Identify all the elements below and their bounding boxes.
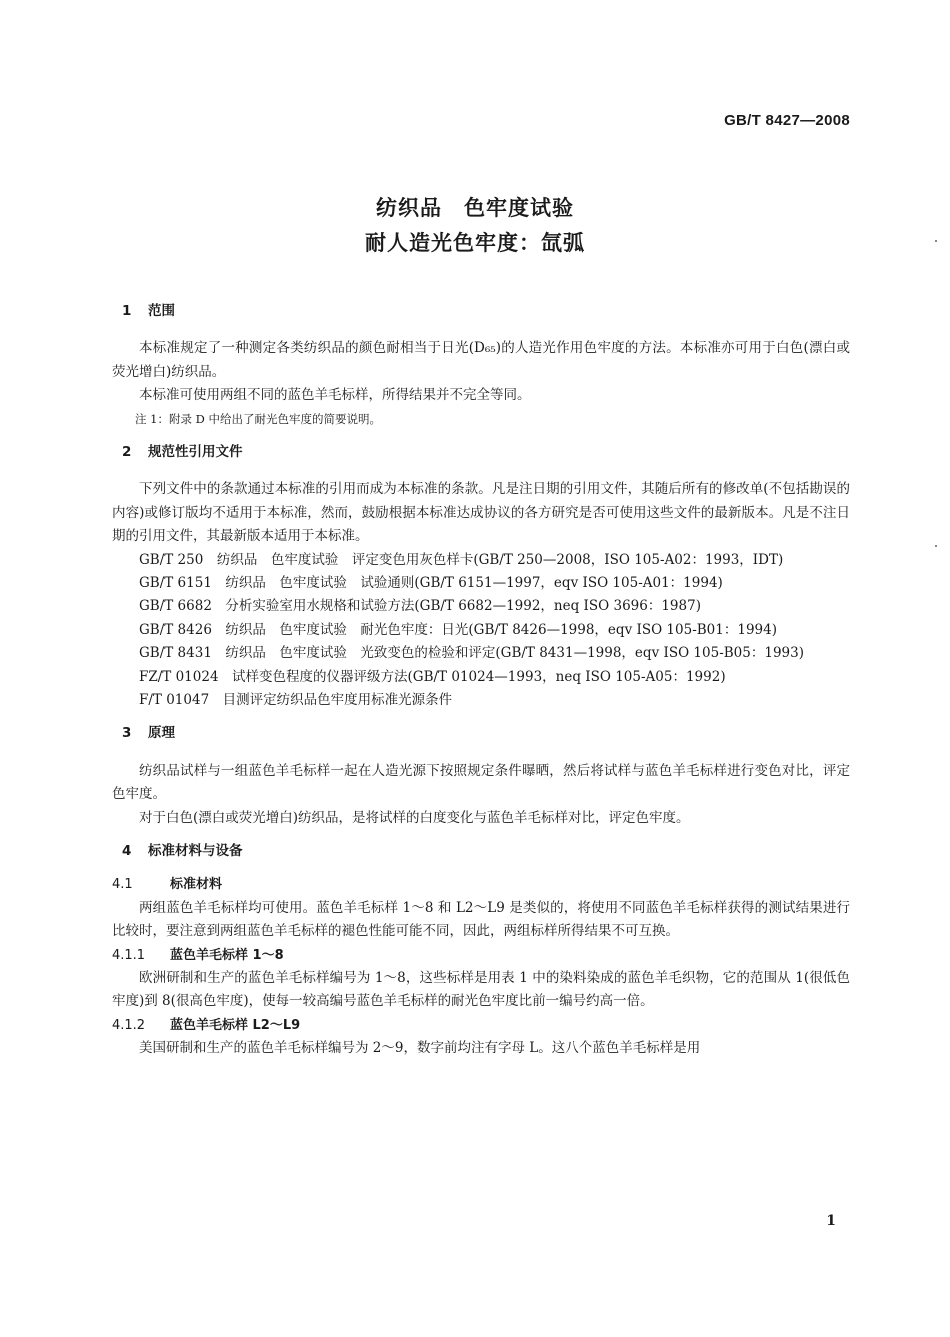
scan-speck bbox=[935, 545, 937, 547]
section-1-heading bbox=[112, 300, 850, 323]
subsection-number: 4.1.1 bbox=[112, 947, 146, 963]
reference-item: GB/T 6682 分析实验室用水规格和试验方法(GB/T 6682—1992，neq ISO 3696：1987) bbox=[139, 598, 701, 615]
section-title: 原理 bbox=[148, 725, 175, 742]
subsection-4-1-1-heading bbox=[112, 944, 850, 967]
section-number: 4 bbox=[122, 843, 132, 860]
section-number: 3 bbox=[122, 725, 132, 742]
subsection-title: 蓝色羊毛标样 L2～L9 bbox=[170, 1017, 301, 1033]
section-2-paragraph-1: 下列文件中的条款通过本标准的引用而成为本标准的条款。凡是注日期的引用文件，其随后所有的修改单(不包括勘误的内容)或修订版均不适用于本标准，然而，鼓励根据本标准达成协议的各方研究是否可使用这些文件的最新版本。凡是不注日期的引用文件，其最新版本适用于本标准。 bbox=[112, 481, 850, 545]
reference-item: GB/T 6151 纺织品 色牢度试验 试验通则(GB/T 6151—1997，eqv ISO 105-A01：1994) bbox=[139, 575, 723, 592]
subsection-number: 4.1 bbox=[112, 877, 133, 893]
section-4-heading bbox=[112, 840, 850, 863]
page-number: 1 bbox=[826, 1213, 836, 1229]
reference-item: GB/T 8431 纺织品 色牢度试验 光致变色的检验和评定(GB/T 8431—1998，eqv ISO 105-B05：1993) bbox=[139, 645, 804, 662]
section-title: 范围 bbox=[148, 303, 175, 319]
reference-item: GB/T 8426 纺织品 色牢度试验 耐光色牢度：日光(GB/T 8426—1998，eqv ISO 105-B01：1994) bbox=[139, 621, 777, 638]
reference-item: FZ/T 01024 试样变色程度的仪器评级方法(GB/T 01024—1993，neq ISO 105-A05：1992) bbox=[139, 668, 726, 685]
subsection-title: 蓝色羊毛标样 1～8 bbox=[170, 947, 284, 963]
title-line-2: 耐人造光色牢度：氙弧 bbox=[365, 231, 585, 255]
subsection-4-1-1-paragraph: 欧洲研制和生产的蓝色羊毛标样编号为 1～8，这些标样是用表 1 中的染料染成的蓝色羊毛织物，它的范围从 1(很低色牢度)到 8(很高色牢度)，使每一较高编号蓝色羊毛标样的耐光色牢度比前一编号约高一倍。 bbox=[112, 970, 850, 1010]
section-3-heading bbox=[112, 722, 850, 745]
section-3-paragraph-2: 对于白色(漂白或荧光增白)纺织品，是将试样的白度变化与蓝色羊毛标样对比，评定色牢度。 bbox=[139, 809, 690, 826]
subsection-4-1-heading bbox=[112, 873, 850, 896]
section-title: 规范性引用文件 bbox=[148, 444, 243, 461]
section-3-paragraph-1: 纺织品试样与一组蓝色羊毛标样一起在人造光源下按照规定条件曝晒，然后将试样与蓝色羊毛标样进行变色对比，评定色牢度。 bbox=[112, 762, 850, 803]
section-1-paragraph-1: 本标准规定了一种测定各类纺织品的颜色耐相当于日光(D₆₅)的人造光作用色牢度的方法。本标准亦可用于白色(漂白或荧光增白)纺织品。 bbox=[112, 340, 850, 380]
section-2-heading bbox=[112, 441, 850, 464]
subsection-4-1-paragraph: 两组蓝色羊毛标样均可使用。蓝色羊毛标样 1～8 和 L2～L9 是类似的，将使用不同蓝色羊毛标样获得的测试结果进行比较时，要注意到两组蓝色羊毛标样的褪色性能可能不同，因此，两组标样所得结果不可互换。 bbox=[112, 899, 850, 940]
standard-code: GB/T 8427—2008 bbox=[724, 112, 850, 129]
section-1-note: 注 1：附录 D 中给出了耐光色牢度的简要说明。 bbox=[135, 411, 382, 426]
subsection-title: 标准材料 bbox=[170, 877, 223, 893]
reference-item: GB/T 250 纺织品 色牢度试验 评定变色用灰色样卡(GB/T 250—2008，ISO 105-A02：1993，IDT) bbox=[139, 551, 784, 568]
section-number: 1 bbox=[122, 303, 132, 319]
document-body bbox=[112, 300, 850, 1061]
section-number: 2 bbox=[122, 444, 132, 461]
reference-item: F/T 01047 目测评定纺织品色牢度用标准光源条件 bbox=[139, 692, 453, 709]
subsection-4-1-2-heading bbox=[112, 1014, 850, 1037]
section-title: 标准材料与设备 bbox=[148, 843, 243, 860]
title-line-1: 纺织品 色牢度试验 bbox=[376, 196, 574, 220]
scan-speck bbox=[935, 240, 937, 242]
section-1-paragraph-2: 本标准可使用两组不同的蓝色羊毛标样，所得结果并不完全等同。 bbox=[139, 387, 531, 404]
subsection-number: 4.1.2 bbox=[112, 1017, 146, 1033]
subsection-4-1-2-paragraph: 美国研制和生产的蓝色羊毛标样编号为 2～9，数字前均注有字母 L。这八个蓝色羊毛标样是用 bbox=[139, 1040, 701, 1057]
